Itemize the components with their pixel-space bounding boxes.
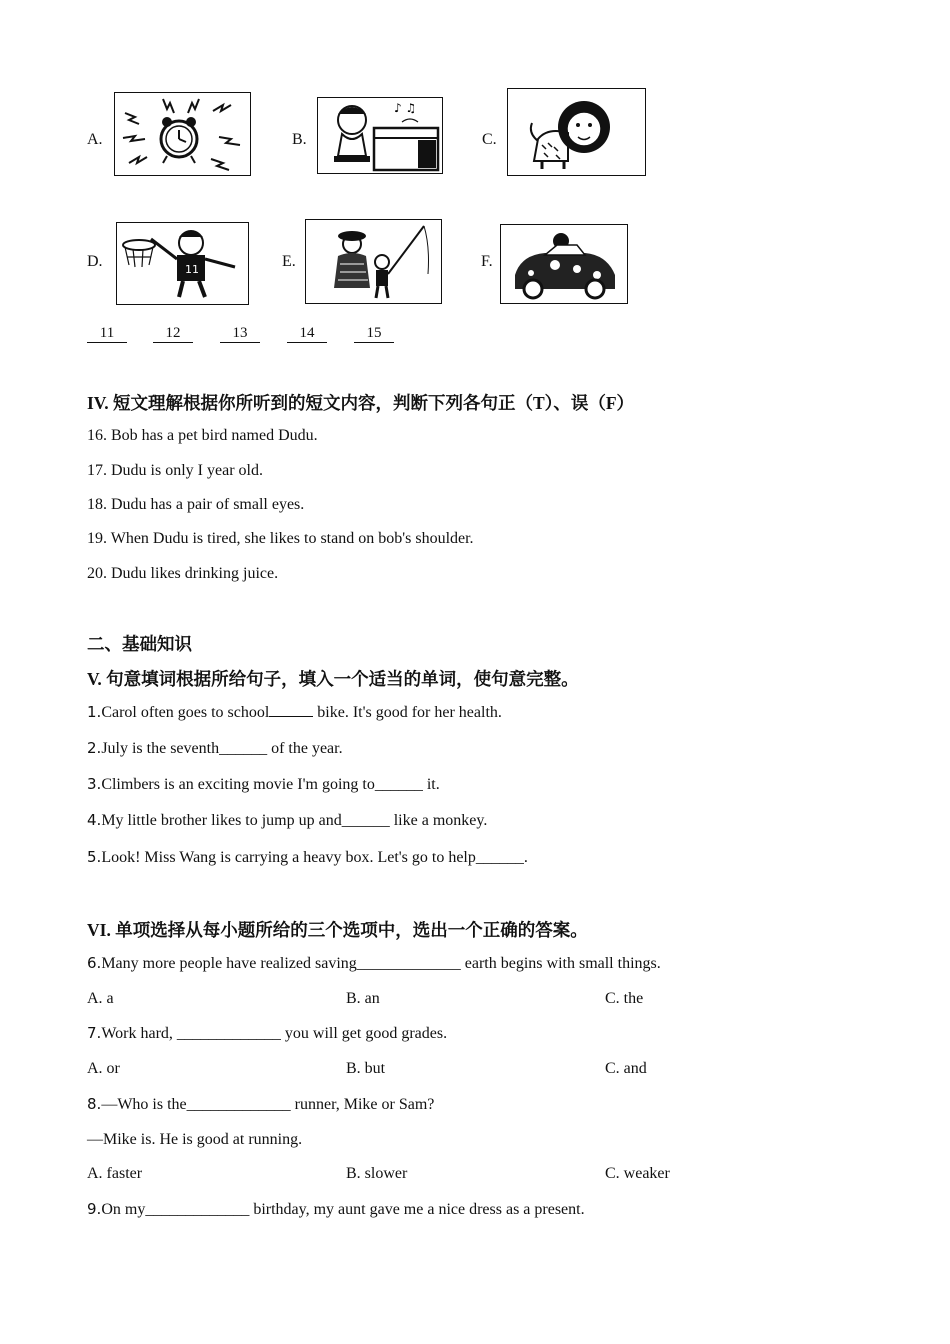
part-v-heading: V. 句意填词根据所给句子，填入一个适当的单词，使句意完整。: [87, 669, 579, 689]
fill-question-5: 5.Look! Miss Wang is carrying a heavy box. Let's go to help______.: [87, 848, 528, 866]
statement-18: 18. Dudu has a pair of small eyes.: [87, 496, 305, 513]
section-two-heading: 二、基础知识: [87, 634, 192, 654]
answer-blank-15[interactable]: 15: [354, 324, 394, 343]
answer-blank[interactable]: [269, 702, 313, 717]
question-number: 3.: [87, 775, 102, 793]
statement-17: 17. Dudu is only I year old.: [87, 462, 263, 479]
fill-question-2: 2.July is the seventh______ of the year.: [87, 739, 343, 757]
answer-blank-13[interactable]: 13: [220, 324, 260, 343]
man-and-boy-fishing-icon: [305, 219, 442, 304]
option-6a[interactable]: A. a: [87, 990, 114, 1007]
choice-question-7: 7.Work hard, _____________ you will get good grades.: [87, 1024, 448, 1042]
picture-label-f: F.: [481, 253, 493, 270]
picture-label-c: C.: [482, 131, 497, 148]
question-number: 2.: [87, 739, 102, 757]
choice-question-6: 6.Many more people have realized saving_____________ earth begins with small things.: [87, 954, 661, 972]
choice-question-9: 9.On my_____________ birthday, my aunt gave me a nice dress as a present.: [87, 1200, 585, 1218]
svg-text:11: 11: [185, 263, 199, 276]
option-7c[interactable]: C. and: [605, 1060, 647, 1077]
option-7a[interactable]: A. or: [87, 1060, 120, 1077]
option-8a[interactable]: A. faster: [87, 1165, 143, 1182]
question-number: 8.: [87, 1095, 102, 1113]
fill-question-3: 3.Climbers is an exciting movie I'm going to______ it.: [87, 775, 440, 793]
alarm-clock-ringing-icon: [114, 92, 251, 176]
question-8-answer-line: —Mike is. He is good at running.: [87, 1131, 303, 1148]
statement-19: 19. When Dudu is tired, she likes to stand on bob's shoulder.: [87, 530, 474, 547]
picture-label-d: D.: [87, 253, 103, 270]
option-8c[interactable]: C. weaker: [605, 1165, 670, 1182]
statement-16: 16. Bob has a pet bird named Dudu.: [87, 427, 318, 444]
part-iv-heading: IV. 短文理解根据你所听到的短文内容，判断下列各句正（T）、误（F）: [87, 393, 635, 413]
option-8b[interactable]: B. slower: [346, 1165, 408, 1182]
fill-question-4: 4.My little brother likes to jump up and______ like a monkey.: [87, 811, 488, 829]
fill-question-1: 1.Carol often goes to school bike. It's good for her health.: [87, 703, 502, 721]
picture-label-e: E.: [282, 253, 296, 270]
answer-blank-14[interactable]: 14: [287, 324, 327, 343]
answer-blank-11[interactable]: 11: [87, 324, 127, 343]
question-number: 6.: [87, 954, 102, 972]
picture-label-a: A.: [87, 131, 103, 148]
option-7b[interactable]: B. but: [346, 1060, 386, 1077]
svg-text:♪ ♫: ♪ ♫: [394, 101, 417, 115]
picture-label-b: B.: [292, 131, 307, 148]
man-driving-car-icon: [500, 224, 628, 304]
option-6b[interactable]: B. an: [346, 990, 380, 1007]
boy-playing-basketball-icon: [116, 222, 249, 305]
question-number: 4.: [87, 811, 102, 829]
question-number: 1.: [87, 703, 102, 721]
question-number: 9.: [87, 1200, 102, 1218]
part-vi-heading: VI. 单项选择从每小题所给的三个选项中，选出一个正确的答案。: [87, 920, 588, 940]
lion-icon: [507, 88, 646, 176]
statement-20: 20. Dudu likes drinking juice.: [87, 565, 279, 582]
boy-playing-piano-icon: [317, 97, 443, 174]
question-number: 7.: [87, 1024, 102, 1042]
question-number: 5.: [87, 848, 102, 866]
answer-blank-12[interactable]: 12: [153, 324, 193, 343]
choice-question-8: 8.—Who is the_____________ runner, Mike or Sam?: [87, 1095, 435, 1113]
option-6c[interactable]: C. the: [605, 990, 644, 1007]
